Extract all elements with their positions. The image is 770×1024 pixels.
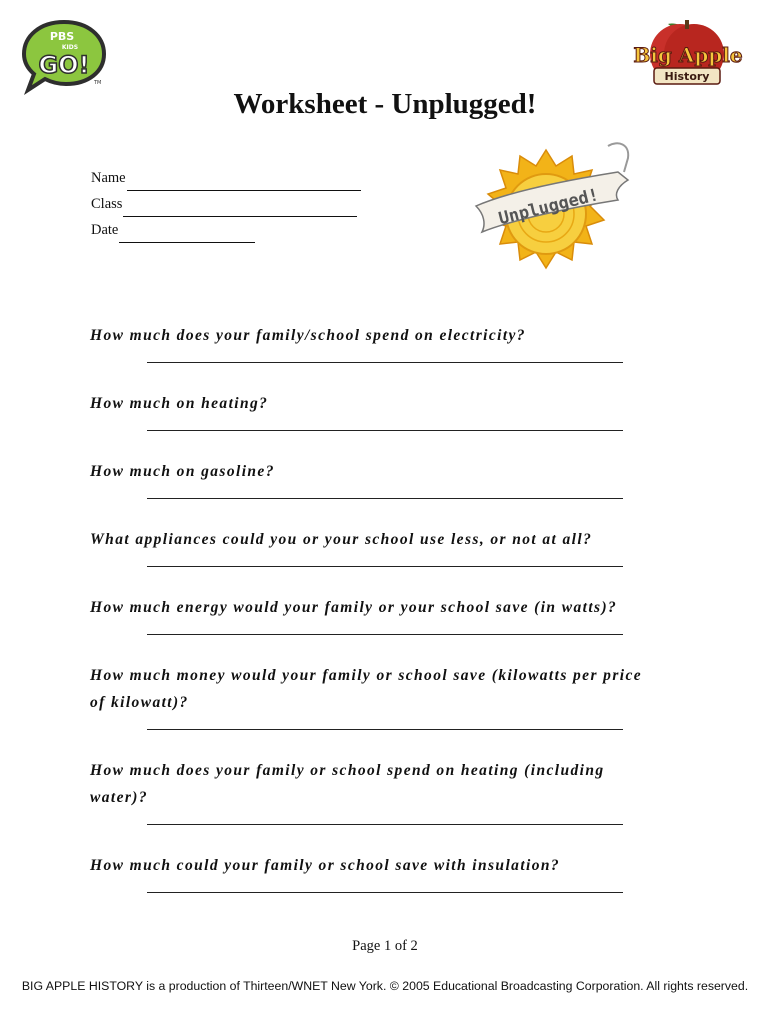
question-text: How much money would your family or school save (kilowatts per price	[90, 667, 643, 684]
question-text: How much does your family or school spend on heating (including	[90, 762, 605, 779]
question-text: How much energy would your family or your school save (in watts)?	[90, 599, 618, 616]
pbs-kids-go-logo	[18, 18, 108, 96]
question-text: How much could your family or school save with insulation?	[90, 857, 561, 874]
student-info-fields	[91, 165, 361, 243]
big-apple-history-logo	[624, 18, 752, 90]
name-label: Name	[91, 170, 126, 186]
big-apple-logo-text: Big Apple	[633, 43, 743, 67]
question-text: How much on heating?	[90, 395, 269, 412]
pbs-logo-go-text: GO!	[38, 51, 90, 79]
question-text: What appliances could you or your school use less, or not at all?	[90, 531, 593, 548]
name-line[interactable]	[127, 173, 361, 191]
pbs-logo-kids-text: KIDS	[61, 44, 79, 51]
name-field[interactable]	[91, 165, 361, 191]
question-item	[90, 662, 700, 730]
question-text-continued: water)?	[90, 789, 149, 806]
class-field[interactable]	[91, 191, 361, 217]
date-label: Date	[91, 222, 119, 238]
question-text-continued: of kilowatt)?	[90, 694, 189, 711]
question-item	[90, 852, 700, 893]
question-item	[90, 322, 700, 363]
question-text: How much on gasoline?	[90, 463, 275, 480]
pbs-logo-text: PBS	[49, 30, 75, 43]
question-item	[90, 757, 700, 825]
seal-text: Unplugged!	[496, 185, 601, 230]
question-item	[90, 458, 700, 499]
questions-list	[90, 322, 700, 893]
answer-line[interactable]	[147, 892, 623, 893]
question-item	[90, 390, 700, 431]
question-item	[90, 594, 700, 635]
class-line[interactable]	[123, 199, 357, 217]
question-item	[90, 526, 700, 567]
date-field[interactable]	[91, 217, 361, 243]
page-title: Worksheet - Unplugged!	[233, 88, 537, 120]
unplugged-seal-image	[468, 136, 636, 284]
page-number: Page 1 of 2	[352, 938, 418, 954]
history-logo-text: History	[664, 70, 710, 83]
date-line[interactable]	[119, 225, 255, 243]
pbs-logo-tm: TM	[94, 80, 102, 86]
question-text: How much does your family/school spend on electricity?	[90, 327, 526, 344]
footer-copyright: BIG APPLE HISTORY is a production of Thirteen/WNET New York. © 2005 Educational Broadcasting Corporation. All rights reserved.	[21, 979, 749, 993]
class-label: Class	[91, 196, 123, 212]
